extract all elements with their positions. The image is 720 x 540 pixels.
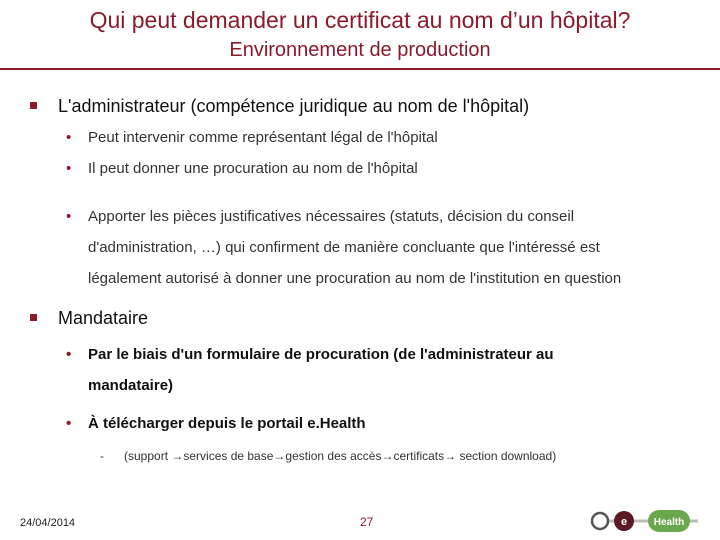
- ehealth-logo: [590, 505, 718, 537]
- dash-bullet-icon: -: [100, 449, 104, 463]
- bullet-text: Mandataire: [58, 308, 149, 328]
- bullet-dot-icon: •: [66, 208, 72, 225]
- sub-bullet-text: Par le biais d'un formulaire de procuration (de l'administrateur au: [88, 346, 554, 363]
- slide-title: Qui peut demander un certificat au nom d’un hôpital?: [89, 7, 631, 33]
- sub-bullet-text: Il peut donner une procuration au nom de l'hôpital: [88, 160, 418, 177]
- logo-ring-icon: [592, 513, 608, 529]
- square-bullet-icon: [30, 102, 37, 109]
- sub-bullet-text: À télécharger depuis le portail e.Health: [88, 415, 366, 432]
- sub-bullet-text: d'administration, …) qui confirment de manière concluante que l'intéressé est: [88, 239, 600, 256]
- logo-e-letter: e: [620, 516, 628, 528]
- slide-subtitle: Environnement de production: [229, 39, 491, 61]
- sub-bullet-text: légalement autorisé à donner une procuration au nom de l'institution en question: [88, 270, 622, 287]
- square-bullet-icon: [30, 314, 37, 321]
- bullet-dot-icon: •: [66, 346, 72, 363]
- sub-bullet-text: mandataire): [88, 377, 174, 394]
- sub-sub-bullet-text: (support →services de base→gestion des accès→certificats→ section download): [124, 449, 557, 463]
- bullet-dot-icon: •: [66, 415, 72, 432]
- title-divider: [0, 68, 720, 70]
- footer-date: 24/04/2014: [20, 517, 76, 529]
- bullet-text: L'administrateur (compétence juridique au nom de l'hôpital): [58, 96, 530, 116]
- bullet-dot-icon: •: [66, 160, 72, 177]
- sub-bullet-text: Apporter les pièces justificatives nécessaires (statuts, décision du conseil: [88, 208, 575, 225]
- page-number: 27: [360, 515, 374, 529]
- sub-bullet-text: Peut intervenir comme représentant légal de l'hôpital: [88, 129, 438, 146]
- logo-health-text: Health: [653, 517, 685, 528]
- bullet-dot-icon: •: [66, 129, 72, 146]
